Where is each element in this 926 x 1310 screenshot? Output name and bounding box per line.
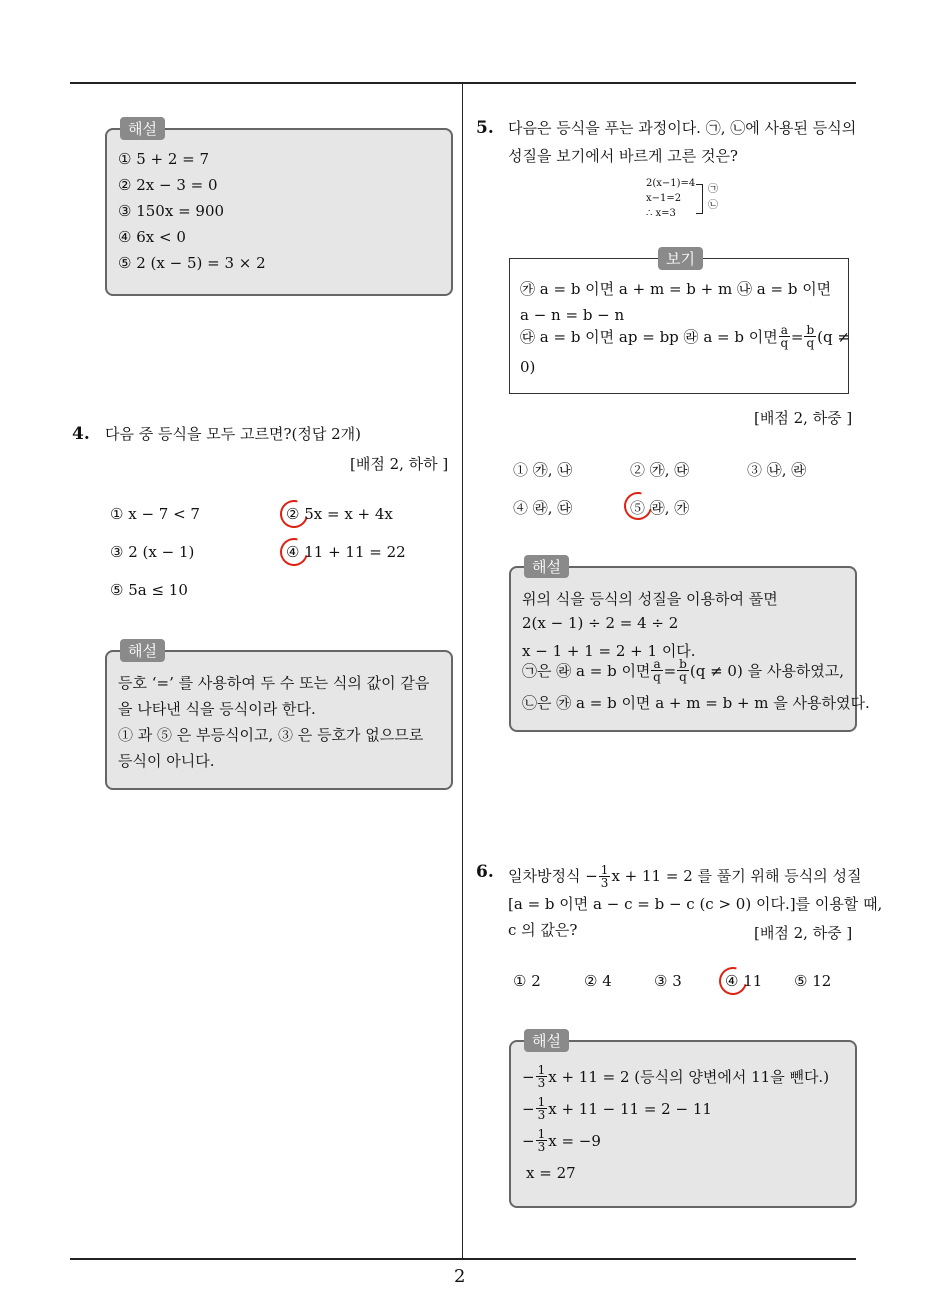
solution-line: ⑤ 2 (x − 5) = 3 × 2 <box>118 254 266 272</box>
solution-text: x + 11 = 2 (등식의 양변에서 11을 뺀다.) <box>548 1068 830 1086</box>
denominator: 3 <box>537 1108 546 1122</box>
denominator: q <box>653 670 661 684</box>
choice-1[interactable]: ① x − 7 < 7 <box>110 505 200 523</box>
choice-1[interactable]: ① ㉮, ㉯ <box>513 461 573 479</box>
solution-line: ② 2x − 3 = 0 <box>118 176 218 194</box>
solution-line <box>522 1064 829 1089</box>
choice-3[interactable]: ③ 3 <box>654 972 682 990</box>
question-number: 6. <box>476 862 494 882</box>
page-number: 2 <box>454 1266 466 1287</box>
choice-2[interactable]: ② 4 <box>584 972 612 990</box>
solution-line <box>522 1128 601 1153</box>
solution-line: 2(x − 1) ÷ 2 = 4 ÷ 2 <box>522 614 679 632</box>
numerator: 1 <box>537 1095 546 1109</box>
denominator: q <box>679 670 687 684</box>
solution-line: x − 1 + 1 = 2 + 1 이다. <box>522 642 696 660</box>
column-divider <box>462 84 463 1260</box>
denominator: 3 <box>537 1140 546 1154</box>
choice-3[interactable]: ③ ㉯, ㉱ <box>747 461 807 479</box>
solution-tag: 해설 <box>524 1029 569 1052</box>
fraction-b-over-q <box>677 658 689 683</box>
solution-tag: 해설 <box>120 117 165 140</box>
work-mark: ㉡ <box>708 200 718 211</box>
equals-sign: = <box>663 661 677 680</box>
bogi-line: 0) <box>520 358 536 376</box>
choice-5[interactable]: ⑤ 5a ≤ 10 <box>110 581 188 599</box>
work-line: x−1=2 <box>646 193 682 204</box>
question-text-part: 일차방정식 − <box>508 867 598 885</box>
choice-3[interactable]: ③ 2 (x − 1) <box>110 543 195 561</box>
fraction-a-over-q <box>779 324 790 349</box>
question-score: [배점 2, 하중 ] <box>754 409 853 427</box>
bogi-tag: 보기 <box>658 247 703 270</box>
fraction-one-third <box>599 864 611 889</box>
top-rule <box>70 82 856 84</box>
question-text: 다음 중 등식을 모두 고르면?(정답 2개) <box>105 425 361 443</box>
numerator: 1 <box>537 1063 546 1077</box>
bottom-rule <box>70 1258 856 1260</box>
solution-line: ③ 150x = 900 <box>118 202 225 220</box>
work-bracket <box>696 184 703 214</box>
solution-line: 등식이 아니다. <box>118 752 215 770</box>
choice-5[interactable]: ⑤ ㉱, ㉮ <box>630 499 690 517</box>
fraction-one-third <box>536 1096 548 1121</box>
solution-line: 을 나타낸 식을 등식이라 한다. <box>118 700 316 718</box>
solution-tag: 해설 <box>524 555 569 578</box>
bogi-line: a − n = b − n <box>520 306 625 324</box>
numerator: 1 <box>600 862 609 877</box>
numerator: a <box>653 657 661 671</box>
bogi-line-text: ㉰ a = b 이면 ap = bp ㉱ a = b 이면 <box>520 328 778 346</box>
fraction-a-over-q <box>651 658 662 683</box>
fraction-one-third <box>536 1064 548 1089</box>
minus-sign: − <box>522 1131 535 1150</box>
minus-sign: − <box>522 1099 535 1118</box>
work-line: 2(x−1)=4 <box>646 178 696 189</box>
minus-sign: − <box>522 1067 535 1086</box>
solution-line: 위의 식을 등식의 성질을 이용하여 풀면 <box>522 590 778 608</box>
choice-4[interactable]: ④ 11 + 11 = 22 <box>286 543 406 561</box>
choice-2[interactable]: ② ㉮, ㉰ <box>630 461 690 479</box>
equals-sign: = <box>790 327 804 346</box>
question-score: [배점 2, 하중 ] <box>754 924 853 942</box>
choice-4[interactable]: ④ 11 <box>725 972 763 990</box>
question-text-part: x + 11 = 2 를 풀기 위해 등식의 성질 <box>611 867 862 885</box>
work-line: ∴ x=3 <box>646 208 676 219</box>
question-score: [배점 2, 하하 ] <box>350 455 449 473</box>
numerator: b <box>679 657 687 671</box>
solution-text: x = −9 <box>548 1131 601 1150</box>
question-number: 4. <box>72 424 90 444</box>
solution-text: ㉠은 ㉱ a = b 이면 <box>522 662 651 680</box>
numerator: 1 <box>537 1127 546 1141</box>
solution-line: ㉡은 ㉮ a = b 이면 a + m = b + m 을 사용하였다. <box>522 694 870 712</box>
solution-line: ④ 6x < 0 <box>118 228 186 246</box>
choice-1[interactable]: ① 2 <box>513 972 541 990</box>
work-mark: ㉠ <box>708 184 718 195</box>
question-number: 5. <box>476 118 494 138</box>
fraction-b-over-q <box>804 324 816 349</box>
numerator: a <box>780 323 788 337</box>
denominator: 3 <box>600 875 609 890</box>
fraction-one-third <box>536 1128 548 1153</box>
solution-line: ① 5 + 2 = 7 <box>118 150 210 168</box>
question-text: [a = b 이면 a − c = b − c (c > 0) 이다.]를 이용할 때, <box>508 895 883 913</box>
bogi-line <box>520 324 850 349</box>
solution-line <box>522 658 844 683</box>
solution-line: ① 과 ⑤ 은 부등식이고, ③ 은 등호가 없으므로 <box>118 726 424 744</box>
bogi-line-text: (q ≠ <box>817 327 850 346</box>
question-text: 성질을 보기에서 바르게 고른 것은? <box>508 147 738 165</box>
question-text <box>508 862 861 890</box>
denominator: q <box>780 336 789 350</box>
choice-4[interactable]: ④ ㉱, ㉰ <box>513 499 573 517</box>
denominator: 3 <box>537 1076 546 1090</box>
solution-tag: 해설 <box>120 639 165 662</box>
solution-line <box>522 1096 712 1121</box>
denominator: q <box>806 336 815 350</box>
solution-line: 등호 ‘=’ 를 사용하여 두 수 또는 식의 값이 같음 <box>118 674 430 692</box>
solution-text: (q ≠ 0) 을 사용하였고, <box>689 662 845 680</box>
choice-5[interactable]: ⑤ 12 <box>794 972 832 990</box>
solution-text: x + 11 − 11 = 2 − 11 <box>548 1099 712 1118</box>
question-text: 다음은 등식을 푸는 과정이다. ㉠, ㉡에 사용된 등식의 <box>508 119 857 137</box>
question-text: c 의 값은? <box>508 921 578 939</box>
bogi-line: ㉮ a = b 이면 a + m = b + m ㉯ a = b 이면 <box>520 280 832 298</box>
solution-line: x = 27 <box>526 1164 576 1182</box>
numerator: b <box>806 323 815 337</box>
choice-2[interactable]: ② 5x = x + 4x <box>286 505 393 523</box>
